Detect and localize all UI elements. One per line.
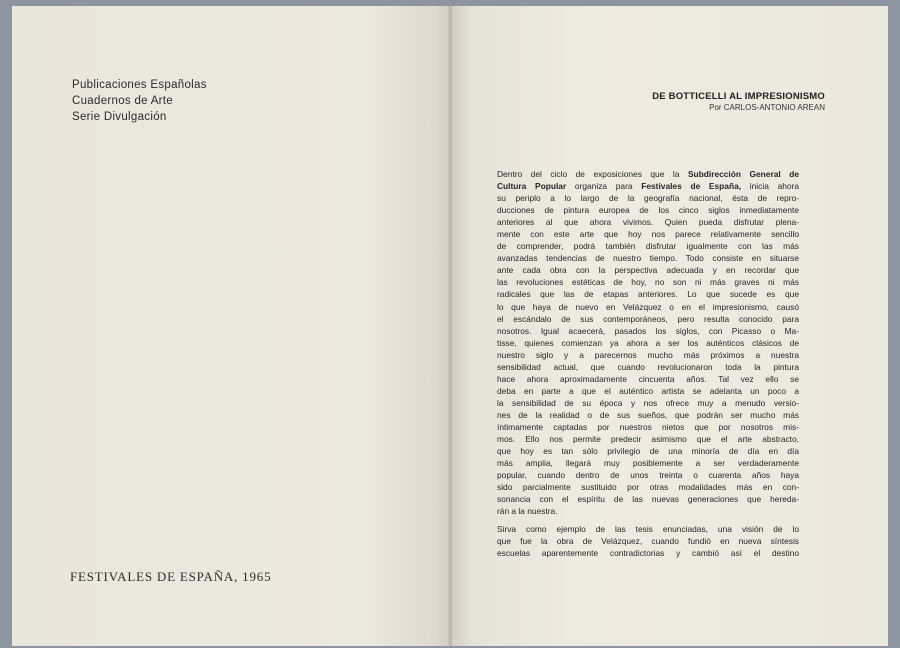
text-line: que hoy es tan sólo privilegio de una minoría de día en día bbox=[497, 446, 799, 457]
text-line: sensibilidad actual, que cuando revolucionaron toda la pintura bbox=[497, 361, 799, 372]
text-line: mos. Ello nos permite predecir asimismo que el arte abstracto, bbox=[497, 434, 799, 445]
bold-text-run: Festivales de España, bbox=[641, 181, 742, 192]
bold-text-run: Cultura Popular bbox=[497, 181, 567, 192]
text-line: que fue la obra de Velázquez, cuando fundió en nueva síntesis bbox=[497, 536, 799, 547]
publisher-block bbox=[72, 77, 207, 125]
left-page bbox=[12, 6, 452, 646]
text-line: sonancia con el espíritu de las nuevas generaciones que hereda- bbox=[497, 494, 799, 505]
text-line bbox=[497, 168, 799, 180]
text-line: avanzadas tendencias de nuestro tiempo. Todo consiste en situarse bbox=[497, 253, 799, 264]
text-line: el escándalo de sus contemporáneos, pero resulta conocido para bbox=[497, 313, 799, 324]
text-run: organiza para bbox=[566, 181, 642, 192]
article-body bbox=[497, 168, 799, 566]
text-line: sido parcialmente sustituido por otras modalidades más en con- bbox=[497, 482, 799, 493]
publisher-line-3: Serie Divulgación bbox=[72, 111, 167, 123]
text-line: popular, cuando dentro de unos treinta o cuarenta años haya bbox=[497, 470, 799, 481]
text-line: deba en parte a que el auténtico artista se adelanta un poco a bbox=[497, 385, 799, 396]
text-line bbox=[497, 180, 799, 192]
text-line: anteriores al que ahora vivimos. Quien pueda disfrutar plena- bbox=[497, 217, 799, 228]
text-line: hace ahora aproximadamente cincuenta años. Tal vez ello se bbox=[497, 373, 799, 384]
text-run: inicia ahora bbox=[741, 181, 799, 192]
publisher-line-2: Cuadernos de Arte bbox=[72, 95, 173, 107]
text-line: la sensibilidad de su época y nos ofrece muy a menudo versio- bbox=[497, 397, 799, 408]
text-line: Sirva como ejemplo de las tesis enunciadas, una visión de lo bbox=[497, 524, 799, 535]
text-line: su periplo a lo largo de la geografía nacional, ésta de repro- bbox=[497, 193, 799, 204]
text-line: ducciones de pintura europea de los cinco siglos inmediatamente bbox=[497, 205, 799, 216]
text-line: tisse, quienes comienzan ya ahora a ser los auténticos clásicos de bbox=[497, 337, 799, 348]
article-title: DE BOTTICELLI AL IMPRESIONISMO bbox=[652, 91, 825, 102]
text-line: lo que haya de nuevo en Velázquez o en el impresionismo, causó bbox=[497, 301, 799, 312]
text-run: Dentro del ciclo de exposiciones que la bbox=[497, 169, 688, 179]
article-byline: Por CARLOS-ANTONIO AREAN bbox=[709, 103, 825, 112]
paragraph-2 bbox=[497, 523, 799, 559]
text-line: ante cada obra con la perspectiva adecuada y en recordar que bbox=[497, 265, 799, 276]
article-heading bbox=[652, 91, 825, 112]
text-line: nes de la realidad o de sus sueños, que podrán ser mucho más bbox=[497, 409, 799, 420]
text-line: nosotros. Igual acaecerá, pasados los siglos, con Picasso o Ma- bbox=[497, 325, 799, 336]
bold-text-run: Subdirección General de bbox=[687, 169, 799, 179]
text-line: las revoluciones estéticas de hoy, no son ni más graves ni más bbox=[497, 277, 799, 288]
text-line: mente con este arte que hoy nos parece relativamente sencillo bbox=[497, 229, 799, 240]
left-page-footer: FESTIVALES DE ESPAÑA, 1965 bbox=[70, 569, 272, 584]
text-line: de comprender, podrá también disfrutar igualmente con las más bbox=[497, 241, 799, 252]
publisher-line-1: Publicaciones Españolas bbox=[72, 79, 207, 91]
text-line: más amplia, llegará muy posiblemente a ser verdaderamente bbox=[497, 458, 799, 469]
text-line: radicales que las de etapas anteriores. Lo que sucede es que bbox=[497, 289, 799, 300]
paragraph-1 bbox=[497, 168, 799, 517]
text-line: escuelas aparentemente contradictorias y cambió así el destino bbox=[497, 548, 799, 559]
text-line: nuestro siglo y a parecernos mucho más próximos a nuestra bbox=[497, 349, 799, 360]
text-line: rán a la nuestra. bbox=[497, 506, 558, 517]
text-line: íntimamente captadas por nuestros nietos que por nosotros mis- bbox=[497, 421, 799, 432]
